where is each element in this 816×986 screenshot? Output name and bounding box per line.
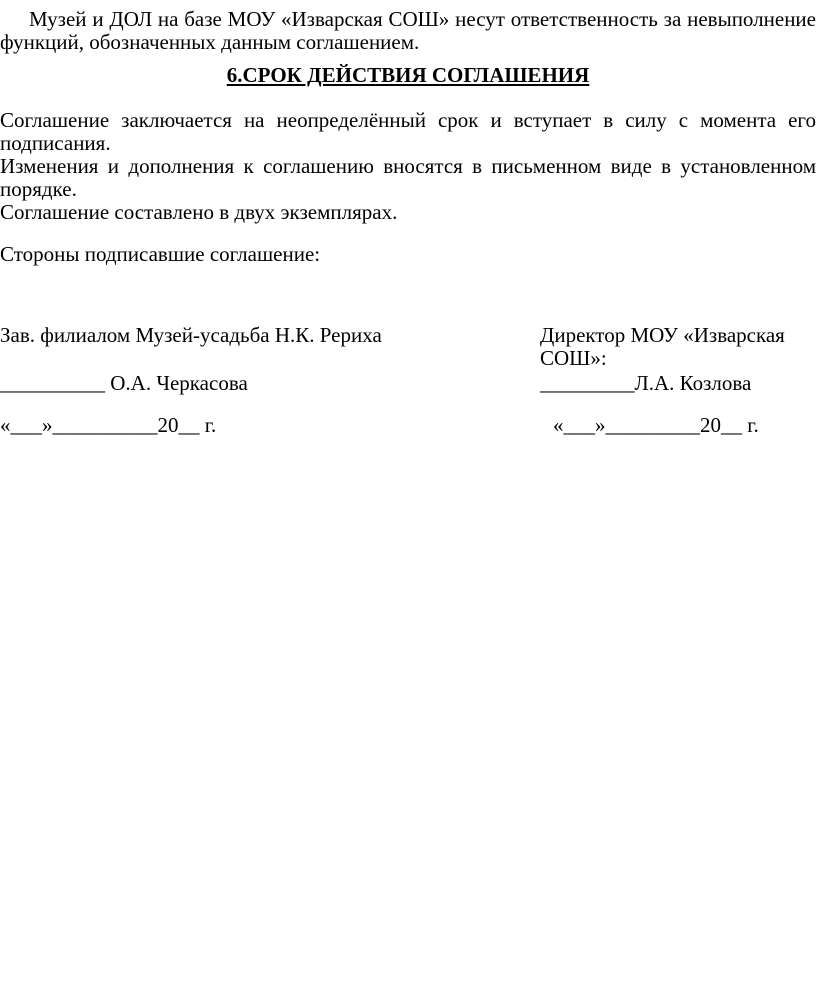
right-party-title: Директор МОУ «Изварская СОШ»: [540, 323, 785, 370]
right-party-signature-line: _________Л.А. Козлова [540, 371, 752, 395]
left-party-date-line: «___»__________20__ г. [0, 413, 217, 437]
right-party-date-line: «___»_________20__ г. [553, 413, 759, 437]
paragraph-term: Соглашение заключается на неопределённый срок и вступает в силу с момента его подписания. [0, 108, 816, 155]
left-party-signature-line: __________ О.А. Черкасова [0, 371, 248, 395]
paragraph-copies: Соглашение составлено в двух экземплярах. [0, 200, 398, 224]
signatories-label: Стороны подписавшие соглашение: [0, 242, 321, 266]
section-heading: 6.СРОК ДЕЙСТВИЯ СОГЛАШЕНИЯ [226, 63, 590, 87]
left-party-title: Зав. филиалом Музей-усадьба Н.К. Рериха [0, 323, 382, 347]
paragraph-amendments: Изменения и дополнения к соглашению вносятся в письменном виде в установленном порядке. [0, 154, 816, 201]
intro-paragraph: Музей и ДОЛ на базе МОУ «Изварская СОШ» несут ответственность за невыполнение функций, обозначенных данным соглашением. [0, 7, 816, 54]
